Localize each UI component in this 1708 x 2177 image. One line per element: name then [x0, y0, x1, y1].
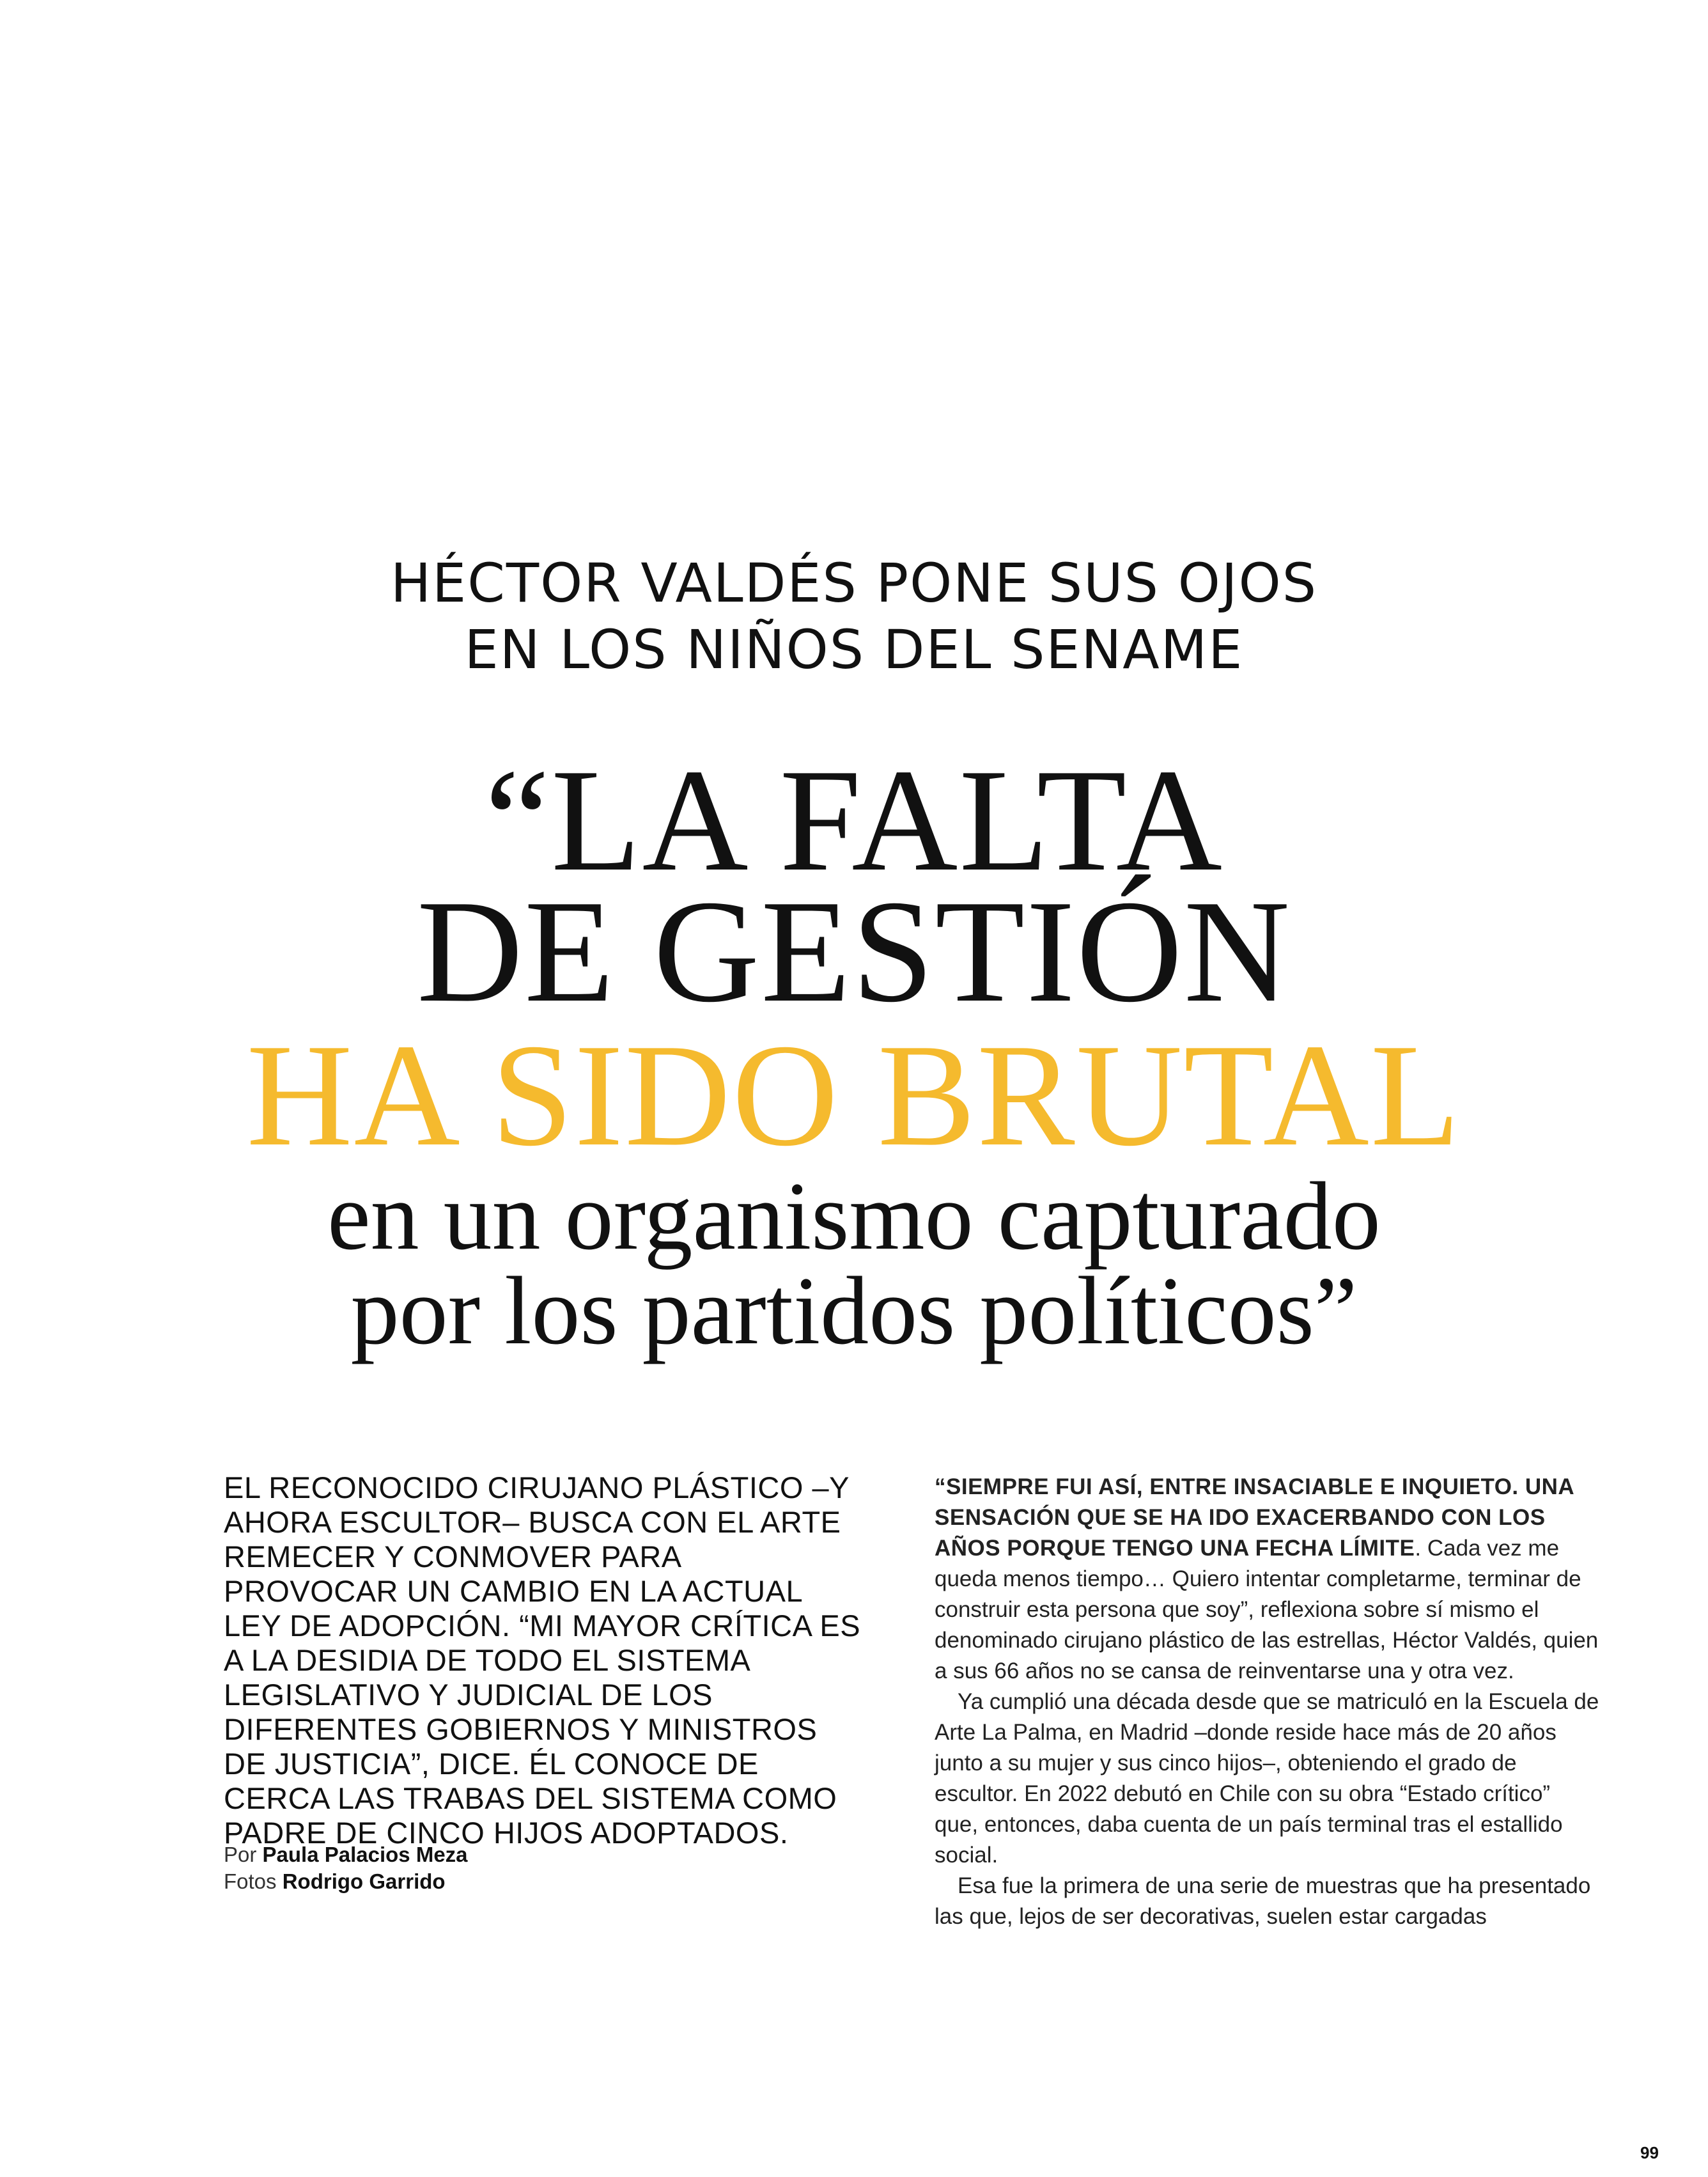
headline-line-3-accent: HA SIDO BRUTAL — [246, 1013, 1462, 1176]
kicker-line-2: EN LOS NIÑOS DEL SENAME — [464, 618, 1244, 681]
headline — [0, 738, 1708, 1364]
author-name: Paula Palacios Meza — [262, 1843, 468, 1866]
photo-label: Fotos — [224, 1869, 277, 1893]
headline-line-2: DE GESTIÓN — [417, 870, 1291, 1033]
credits — [224, 1841, 468, 1895]
headline-line-4: en un organismo capturado — [327, 1162, 1381, 1270]
author-label: Por — [224, 1843, 257, 1866]
body-paragraph-2: Ya cumplió una década desde que se matriculó en la Escuela de Arte La Palma, en Madrid –donde reside hace más de 20 años junto a su mujer y sus cinco hijos–, obteniendo el grado de escultor. En 2022 debutó en Chile con su obra “Estado crítico” que, entonces, daba cuenta de un país terminal tras el estallido social. — [935, 1689, 1599, 1868]
lead-paragraph: EL RECONOCIDO CIRUJANO PLÁSTICO –Y AHORA ESCULTOR– BUSCA CON EL ARTE REMECER Y CONMOVER PARA PROVOCAR UN CAMBIO EN LA ACTUAL LEY DE ADOPCIÓN. “MI MAYOR CRÍTICA ES A LA DESIDIA DE TODO EL SISTEMA LEGISLATIVO Y JUDICIAL DE LOS DIFERENTES GOBIERNOS Y MINISTROS DE JUSTICIA”, DICE. ÉL CONOCE DE CERCA LAS TRABAS DEL SISTEMA COMO PADRE DE CINCO HIJOS ADOPTADOS. — [224, 1471, 861, 1850]
photographer-name: Rodrigo Garrido — [282, 1869, 446, 1893]
body-paragraph-1 — [935, 1472, 1599, 1687]
headline-line-5: por los partidos políticos” — [350, 1257, 1358, 1364]
kicker — [0, 550, 1708, 683]
headline-line-1: “LA FALTA — [485, 738, 1223, 901]
opening-quote-caps: “SIEMPRE FUI ASÍ, ENTRE INSACIABLE E INQUIETO. UNA SENSACIÓN QUE SE HA IDO EXACERBANDO CON LOS AÑOS PORQUE TENGO UNA FECHA LÍMITE — [935, 1474, 1574, 1561]
page-number: 99 — [1640, 2143, 1659, 2162]
kicker-line-1: HÉCTOR VALDÉS PONE SUS OJOS — [390, 552, 1318, 614]
photo-credit — [224, 1868, 468, 1895]
body-paragraph-1-rest: . Cada vez me queda menos tiempo… Quiero intentar completarme, terminar de construir esta persona que soy”, reflexiona sobre sí mismo el denominado cirujano plástico de las estrellas, Héctor Valdés, quien a sus 66 años no se cansa de reinventarse una y otra vez. — [935, 1536, 1599, 1683]
body-paragraph-3: Esa fue la primera de una serie de muestras que ha presentado las que, lejos de ser decorativas, suelen estar cargadas — [935, 1873, 1591, 1929]
body-column — [935, 1472, 1599, 1932]
author-credit — [224, 1841, 468, 1868]
